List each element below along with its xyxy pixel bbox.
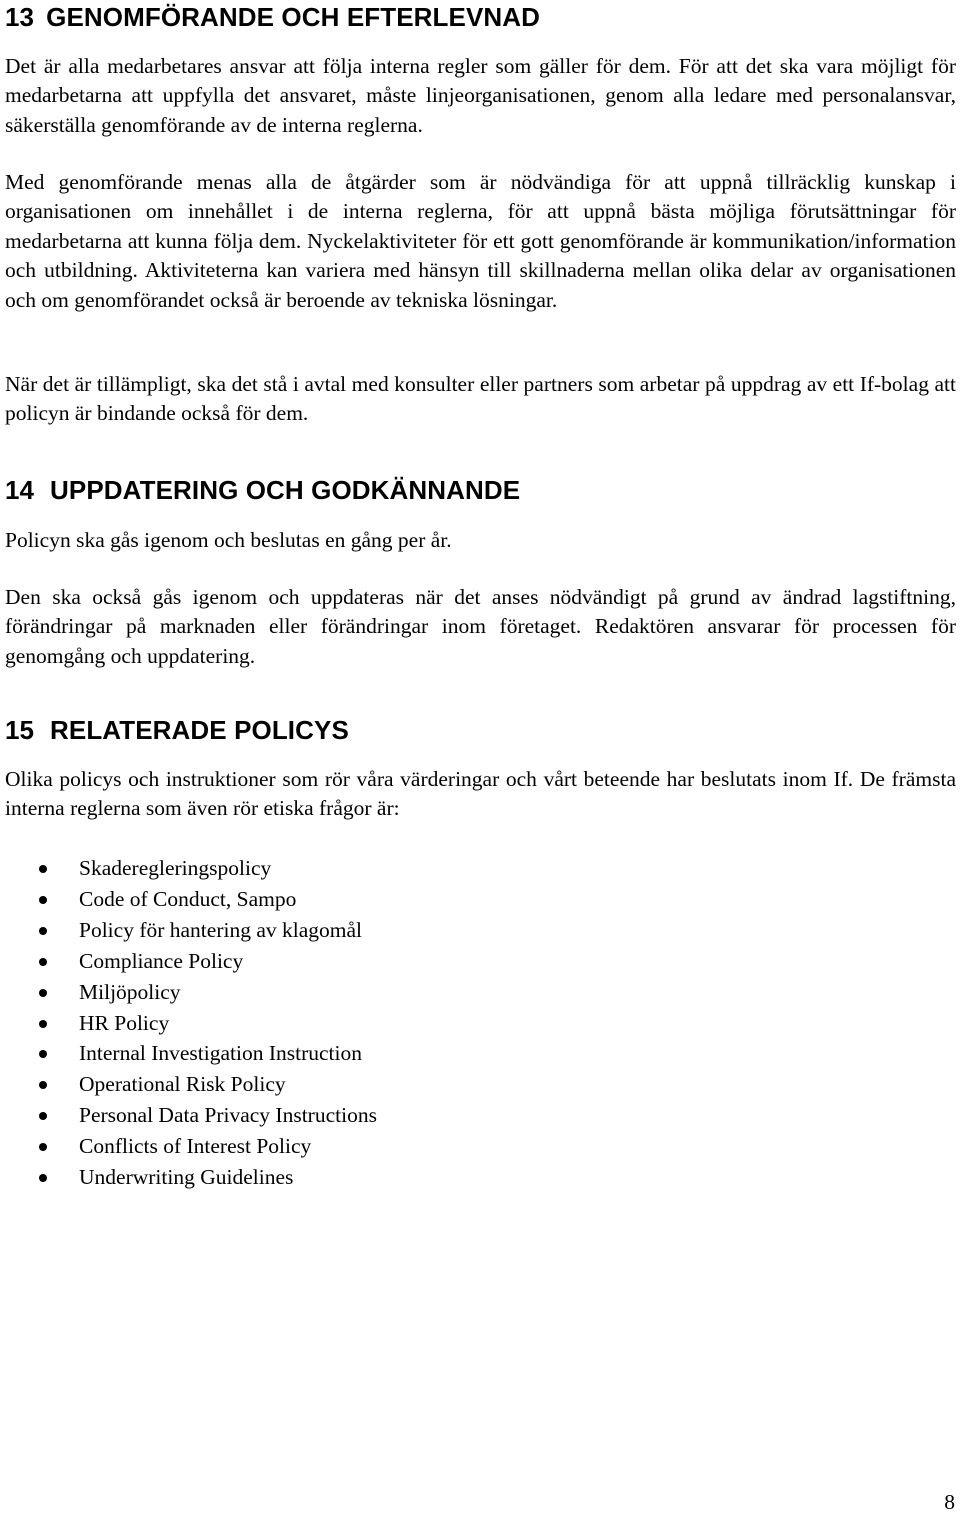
list-item-label: Personal Data Privacy Instructions xyxy=(79,1103,377,1128)
list-item xyxy=(5,1131,956,1162)
list-item xyxy=(5,946,956,977)
list-item-label: Policy för hantering av klagomål xyxy=(79,917,363,942)
bullet-icon xyxy=(39,896,47,904)
bullet-icon xyxy=(39,1050,47,1058)
list-item xyxy=(5,977,956,1008)
list-item xyxy=(5,884,956,915)
section-13-paragraph-1: Det är alla medarbetares ansvar att följa interna regler som gäller för dem. För att det ska vara möjligt för medarbetarna att uppfylla det ansvaret, måste linjeorganisationen, genom alla ledare med personalansvar, säkerställa genomförande av de interna reglerna. xyxy=(5,54,956,137)
list-item xyxy=(5,1008,956,1039)
section-14-paragraph-1: Policyn ska gås igenom och beslutas en gång per år. xyxy=(5,528,452,552)
section-14-title: UPPDATERING OCH GODKÄNNANDE xyxy=(50,475,521,505)
section-14-heading xyxy=(5,475,520,505)
bullet-icon xyxy=(39,958,47,966)
bullet-icon xyxy=(39,1081,47,1089)
bullet-icon xyxy=(39,1143,47,1151)
list-item xyxy=(5,1162,956,1193)
section-14-number: 14 xyxy=(5,475,35,505)
bullet-icon xyxy=(39,1112,47,1120)
list-item-label: Compliance Policy xyxy=(79,948,244,973)
list-item xyxy=(5,915,956,946)
list-item xyxy=(5,853,956,884)
list-item-label: Code of Conduct, Sampo xyxy=(79,886,297,911)
section-13-paragraph-3: När det är tillämpligt, ska det stå i avtal med konsulter eller partners som arbetar på uppdrag av ett If-bolag att policyn är bindande också för dem. xyxy=(5,372,956,426)
section-13-paragraph-2: Med genomförande menas alla de åtgärder som är nödvändiga för att uppnå tillräcklig kunskap i organisationen om innehållet i de interna reglerna, för att uppnå bästa möjliga förutsättningar för medarbetarna att kunna följa dem. Nyckelaktiviteter för ett gott genomförande är kommunikation/information och utbildning. Aktiviteterna kan variera med hänsyn till skillnaderna mellan olika delar av organisationen och om genomförandet också är beroende av tekniska lösningar. xyxy=(5,170,956,312)
bullet-icon xyxy=(39,927,47,935)
section-15-paragraph-1: Olika policys och instruktioner som rör våra värderingar och vårt beteende har beslutats inom If. De främsta interna reglerna som även rör etiska frågor är: xyxy=(5,767,956,821)
bullet-icon xyxy=(39,1020,47,1028)
section-15-title: RELATERADE POLICYS xyxy=(50,715,349,745)
section-15-number: 15 xyxy=(5,715,35,745)
section-13-title: GENOMFÖRANDE OCH EFTERLEVNAD xyxy=(46,2,541,32)
list-item-label: Skaderegleringspolicy xyxy=(79,856,272,880)
section-15-heading xyxy=(5,715,349,745)
list-item-label: Miljöpolicy xyxy=(79,979,181,1004)
section-13-number: 13 xyxy=(5,2,35,32)
list-item xyxy=(5,1038,956,1069)
list-item-label: Operational Risk Policy xyxy=(79,1072,286,1097)
section-14-paragraph-2: Den ska också gås igenom och uppdateras när det anses nödvändigt på grund av ändrad lagstiftning, förändringar på marknaden eller förändringar inom företaget. Redaktören ansvarar för processen för genomgång och uppdatering. xyxy=(5,585,956,668)
bullet-icon xyxy=(39,1174,47,1182)
list-item-label: HR Policy xyxy=(79,1010,170,1035)
bullet-icon xyxy=(39,989,47,997)
list-item-label: Underwriting Guidelines xyxy=(79,1165,294,1190)
list-item xyxy=(5,1069,956,1100)
related-policies-list xyxy=(5,853,956,1193)
list-item-label: Conflicts of Interest Policy xyxy=(79,1134,312,1159)
bullet-icon xyxy=(39,865,47,873)
list-item-label: Internal Investigation Instruction xyxy=(79,1041,363,1066)
list-item xyxy=(5,1100,956,1131)
section-13-heading xyxy=(5,2,540,32)
page-number: 8 xyxy=(944,1490,955,1514)
